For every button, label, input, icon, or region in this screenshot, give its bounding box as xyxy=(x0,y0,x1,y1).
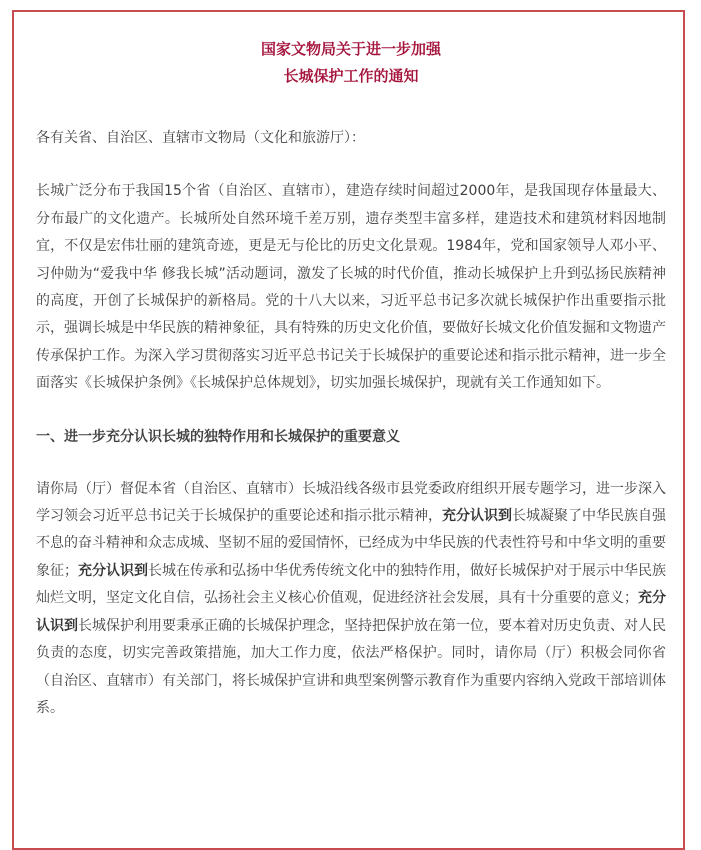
document-title xyxy=(36,36,666,90)
emphasis-text: 充分认识到 xyxy=(442,508,512,525)
title-line-2: 长城保护工作的通知 xyxy=(283,67,419,85)
title-line-1: 国家文物局关于进一步加强 xyxy=(260,40,441,58)
salutation: 各有关省、自治区、直辖市文物局（文化和旅游厅）： xyxy=(36,130,365,146)
document-frame xyxy=(12,10,685,850)
paragraph-segment: 长城在传承和弘扬中华优秀传统文化中的独特作用，做好长城保护对于展示中华民族灿烂文明，坚定文化自信，弘扬社会主义核心价值观，促进经济社会发展，具有十分重要的意义； xyxy=(36,562,666,607)
paragraph-segment: 长城保护利用要秉承正确的长城保护理念，坚持把保护放在第一位，要本着对历史负责、对人民负责的态度，切实完善政策措施，加大工作力度，依法严格保护。同时，请你局（厅）积极会同你省（自治区、直辖市）有关部门，将长城保护宣讲和典型案例警示教育作为重要内容纳入党政干部培训体系。 xyxy=(36,617,666,716)
emphasis-text: 充分认识到 xyxy=(78,562,148,579)
paragraph-intro: 长城广泛分布于我国15个省（自治区、直辖市），建造存续时间超过2000年，是我国现存体量最大、分布最广的文化遗产。长城所处自然环境千差万别，遗存类型丰富多样，建造技术和建筑材料因地制宜，不仅是宏伟壮丽的建筑奇迹，更是无与伦比的历史文化景观。1984年，党和国家领导人邓小平、习仲勋为“爱我中华 修我长城”活动题词，激发了长城的时代价值，推动长城保护上升到弘扬民族精神的高度，开创了长城保护的新格局。党的十八大以来，习近平总书记多次就长城保护作出重要指示批示，强调长城是中华民族的精神象征，具有特殊的历史文化价值，要做好长城文化价值发掘和文物遗产传承保护工作。为深入学习贯彻落实习近平总书记关于长城保护的重要论述和指示批示精神，进一步全面落实《长城保护条例》《长城保护总体规划》，切实加强长城保护，现就有关工作通知如下。 xyxy=(36,183,666,392)
paragraph-section-1 xyxy=(36,476,666,723)
section-1-heading: 一、进一步充分认识长城的独特作用和长城保护的重要意义 xyxy=(36,428,400,445)
emphasis-text: 充分认识到 xyxy=(36,590,666,634)
paragraph-segment: 长城凝聚了中华民族自强不息的奋斗精神和众志成城、坚韧不屈的爱国情怀，已经成为中华民族的代表性符号和中华文明的重要象征； xyxy=(36,508,666,579)
document-content xyxy=(36,36,666,722)
paragraph-segment: 请你局（厅）督促本省（自治区、直辖市）长城沿线各级市县党委政府组织开展专题学习，进一步深入学习领会习近平总书记关于长城保护的重要论述和指示批示精神， xyxy=(36,480,666,525)
